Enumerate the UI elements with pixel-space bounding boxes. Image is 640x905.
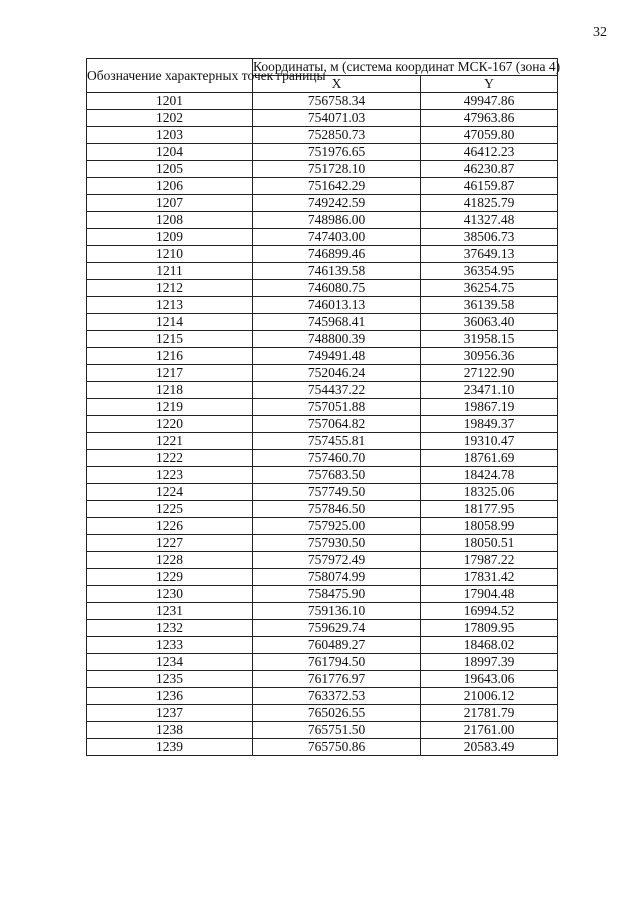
cell-x: 761776.97 [253, 671, 421, 688]
table-row [87, 144, 558, 161]
cell-y: 36139.58 [421, 297, 558, 314]
cell-y: 19643.06 [421, 671, 558, 688]
cell-point-id: 1214 [87, 314, 253, 331]
table-body [87, 93, 558, 756]
cell-y: 30956.36 [421, 348, 558, 365]
cell-x: 756758.34 [253, 93, 421, 110]
cell-y: 17987.22 [421, 552, 558, 569]
cell-point-id: 1210 [87, 246, 253, 263]
header-x: X [253, 76, 421, 93]
cell-point-id: 1235 [87, 671, 253, 688]
table-row [87, 467, 558, 484]
cell-y: 27122.90 [421, 365, 558, 382]
table-row [87, 127, 558, 144]
table-row [87, 382, 558, 399]
table-row [87, 365, 558, 382]
table-row [87, 518, 558, 535]
cell-y: 46230.87 [421, 161, 558, 178]
cell-x: 757846.50 [253, 501, 421, 518]
cell-point-id: 1218 [87, 382, 253, 399]
cell-y: 23471.10 [421, 382, 558, 399]
table-row [87, 229, 558, 246]
cell-x: 749491.48 [253, 348, 421, 365]
cell-x: 757749.50 [253, 484, 421, 501]
cell-point-id: 1229 [87, 569, 253, 586]
cell-point-id: 1232 [87, 620, 253, 637]
cell-x: 751728.10 [253, 161, 421, 178]
table-row [87, 331, 558, 348]
cell-point-id: 1215 [87, 331, 253, 348]
cell-x: 757972.49 [253, 552, 421, 569]
cell-y: 38506.73 [421, 229, 558, 246]
cell-point-id: 1238 [87, 722, 253, 739]
cell-x: 748800.39 [253, 331, 421, 348]
table-row [87, 450, 558, 467]
cell-y: 47963.86 [421, 110, 558, 127]
cell-x: 763372.53 [253, 688, 421, 705]
cell-x: 760489.27 [253, 637, 421, 654]
cell-x: 752046.24 [253, 365, 421, 382]
cell-y: 36254.75 [421, 280, 558, 297]
header-y: Y [421, 76, 558, 93]
cell-x: 757455.81 [253, 433, 421, 450]
cell-point-id: 1222 [87, 450, 253, 467]
cell-point-id: 1234 [87, 654, 253, 671]
table-row [87, 552, 558, 569]
table-row [87, 93, 558, 110]
cell-point-id: 1205 [87, 161, 253, 178]
cell-x: 759629.74 [253, 620, 421, 637]
cell-x: 746139.58 [253, 263, 421, 280]
table-row [87, 263, 558, 280]
header-point-designation: Обозначение характерных точек границы [87, 59, 253, 93]
table-row [87, 178, 558, 195]
cell-point-id: 1227 [87, 535, 253, 552]
cell-y: 17809.95 [421, 620, 558, 637]
table-row [87, 739, 558, 756]
cell-x: 759136.10 [253, 603, 421, 620]
cell-x: 757460.70 [253, 450, 421, 467]
cell-x: 758074.99 [253, 569, 421, 586]
cell-point-id: 1221 [87, 433, 253, 450]
table-row [87, 722, 558, 739]
cell-point-id: 1212 [87, 280, 253, 297]
table-row [87, 348, 558, 365]
cell-x: 751976.65 [253, 144, 421, 161]
cell-point-id: 1201 [87, 93, 253, 110]
cell-x: 746013.13 [253, 297, 421, 314]
cell-x: 752850.73 [253, 127, 421, 144]
table-row [87, 620, 558, 637]
table-row [87, 637, 558, 654]
cell-y: 41825.79 [421, 195, 558, 212]
cell-point-id: 1209 [87, 229, 253, 246]
cell-x: 761794.50 [253, 654, 421, 671]
cell-point-id: 1219 [87, 399, 253, 416]
table-row [87, 671, 558, 688]
cell-y: 21781.79 [421, 705, 558, 722]
cell-x: 745968.41 [253, 314, 421, 331]
cell-y: 20583.49 [421, 739, 558, 756]
cell-point-id: 1216 [87, 348, 253, 365]
cell-point-id: 1206 [87, 178, 253, 195]
cell-x: 765026.55 [253, 705, 421, 722]
cell-x: 754071.03 [253, 110, 421, 127]
table-row [87, 501, 558, 518]
table-row [87, 654, 558, 671]
cell-y: 46412.23 [421, 144, 558, 161]
cell-x: 754437.22 [253, 382, 421, 399]
table-row [87, 484, 558, 501]
cell-point-id: 1226 [87, 518, 253, 535]
cell-point-id: 1224 [87, 484, 253, 501]
table-row [87, 688, 558, 705]
cell-y: 17831.42 [421, 569, 558, 586]
cell-y: 16994.52 [421, 603, 558, 620]
cell-x: 757925.00 [253, 518, 421, 535]
table-row [87, 110, 558, 127]
cell-x: 749242.59 [253, 195, 421, 212]
cell-x: 747403.00 [253, 229, 421, 246]
cell-x: 746080.75 [253, 280, 421, 297]
cell-point-id: 1220 [87, 416, 253, 433]
cell-point-id: 1207 [87, 195, 253, 212]
cell-y: 18761.69 [421, 450, 558, 467]
cell-y: 18058.99 [421, 518, 558, 535]
cell-point-id: 1239 [87, 739, 253, 756]
cell-point-id: 1211 [87, 263, 253, 280]
table-row [87, 314, 558, 331]
cell-point-id: 1230 [87, 586, 253, 603]
table-row [87, 399, 558, 416]
cell-y: 46159.87 [421, 178, 558, 195]
table-row [87, 586, 558, 603]
cell-y: 19849.37 [421, 416, 558, 433]
cell-y: 19310.47 [421, 433, 558, 450]
cell-x: 757064.82 [253, 416, 421, 433]
cell-y: 41327.48 [421, 212, 558, 229]
table-row [87, 433, 558, 450]
cell-y: 18050.51 [421, 535, 558, 552]
cell-point-id: 1225 [87, 501, 253, 518]
table-row [87, 246, 558, 263]
table-row [87, 297, 558, 314]
cell-y: 21761.00 [421, 722, 558, 739]
table-row [87, 569, 558, 586]
cell-point-id: 1233 [87, 637, 253, 654]
cell-point-id: 1202 [87, 110, 253, 127]
cell-y: 18325.06 [421, 484, 558, 501]
cell-x: 758475.90 [253, 586, 421, 603]
page-number: 32 [593, 25, 607, 40]
cell-point-id: 1237 [87, 705, 253, 722]
cell-y: 49947.86 [421, 93, 558, 110]
cell-y: 18424.78 [421, 467, 558, 484]
cell-x: 757930.50 [253, 535, 421, 552]
cell-y: 18177.95 [421, 501, 558, 518]
cell-point-id: 1213 [87, 297, 253, 314]
coordinates-table [86, 58, 561, 756]
cell-point-id: 1228 [87, 552, 253, 569]
cell-x: 765751.50 [253, 722, 421, 739]
table-row [87, 705, 558, 722]
cell-y: 18997.39 [421, 654, 558, 671]
cell-y: 47059.80 [421, 127, 558, 144]
cell-y: 17904.48 [421, 586, 558, 603]
cell-y: 18468.02 [421, 637, 558, 654]
table-row [87, 280, 558, 297]
cell-y: 36354.95 [421, 263, 558, 280]
cell-x: 757683.50 [253, 467, 421, 484]
cell-point-id: 1236 [87, 688, 253, 705]
header-coordinates: Координаты, м (система координат МСК-167 (зона 4) [253, 59, 561, 74]
table-row [87, 195, 558, 212]
cell-x: 751642.29 [253, 178, 421, 195]
cell-point-id: 1203 [87, 127, 253, 144]
cell-y: 31958.15 [421, 331, 558, 348]
cell-y: 19867.19 [421, 399, 558, 416]
cell-point-id: 1208 [87, 212, 253, 229]
cell-x: 757051.88 [253, 399, 421, 416]
table-row [87, 535, 558, 552]
cell-point-id: 1231 [87, 603, 253, 620]
table-row [87, 161, 558, 178]
cell-point-id: 1223 [87, 467, 253, 484]
cell-point-id: 1217 [87, 365, 253, 382]
cell-point-id: 1204 [87, 144, 253, 161]
cell-y: 36063.40 [421, 314, 558, 331]
cell-x: 765750.86 [253, 739, 421, 756]
table-row [87, 603, 558, 620]
cell-y: 37649.13 [421, 246, 558, 263]
table-row [87, 212, 558, 229]
table-row [87, 416, 558, 433]
cell-x: 746899.46 [253, 246, 421, 263]
cell-x: 748986.00 [253, 212, 421, 229]
cell-y: 21006.12 [421, 688, 558, 705]
